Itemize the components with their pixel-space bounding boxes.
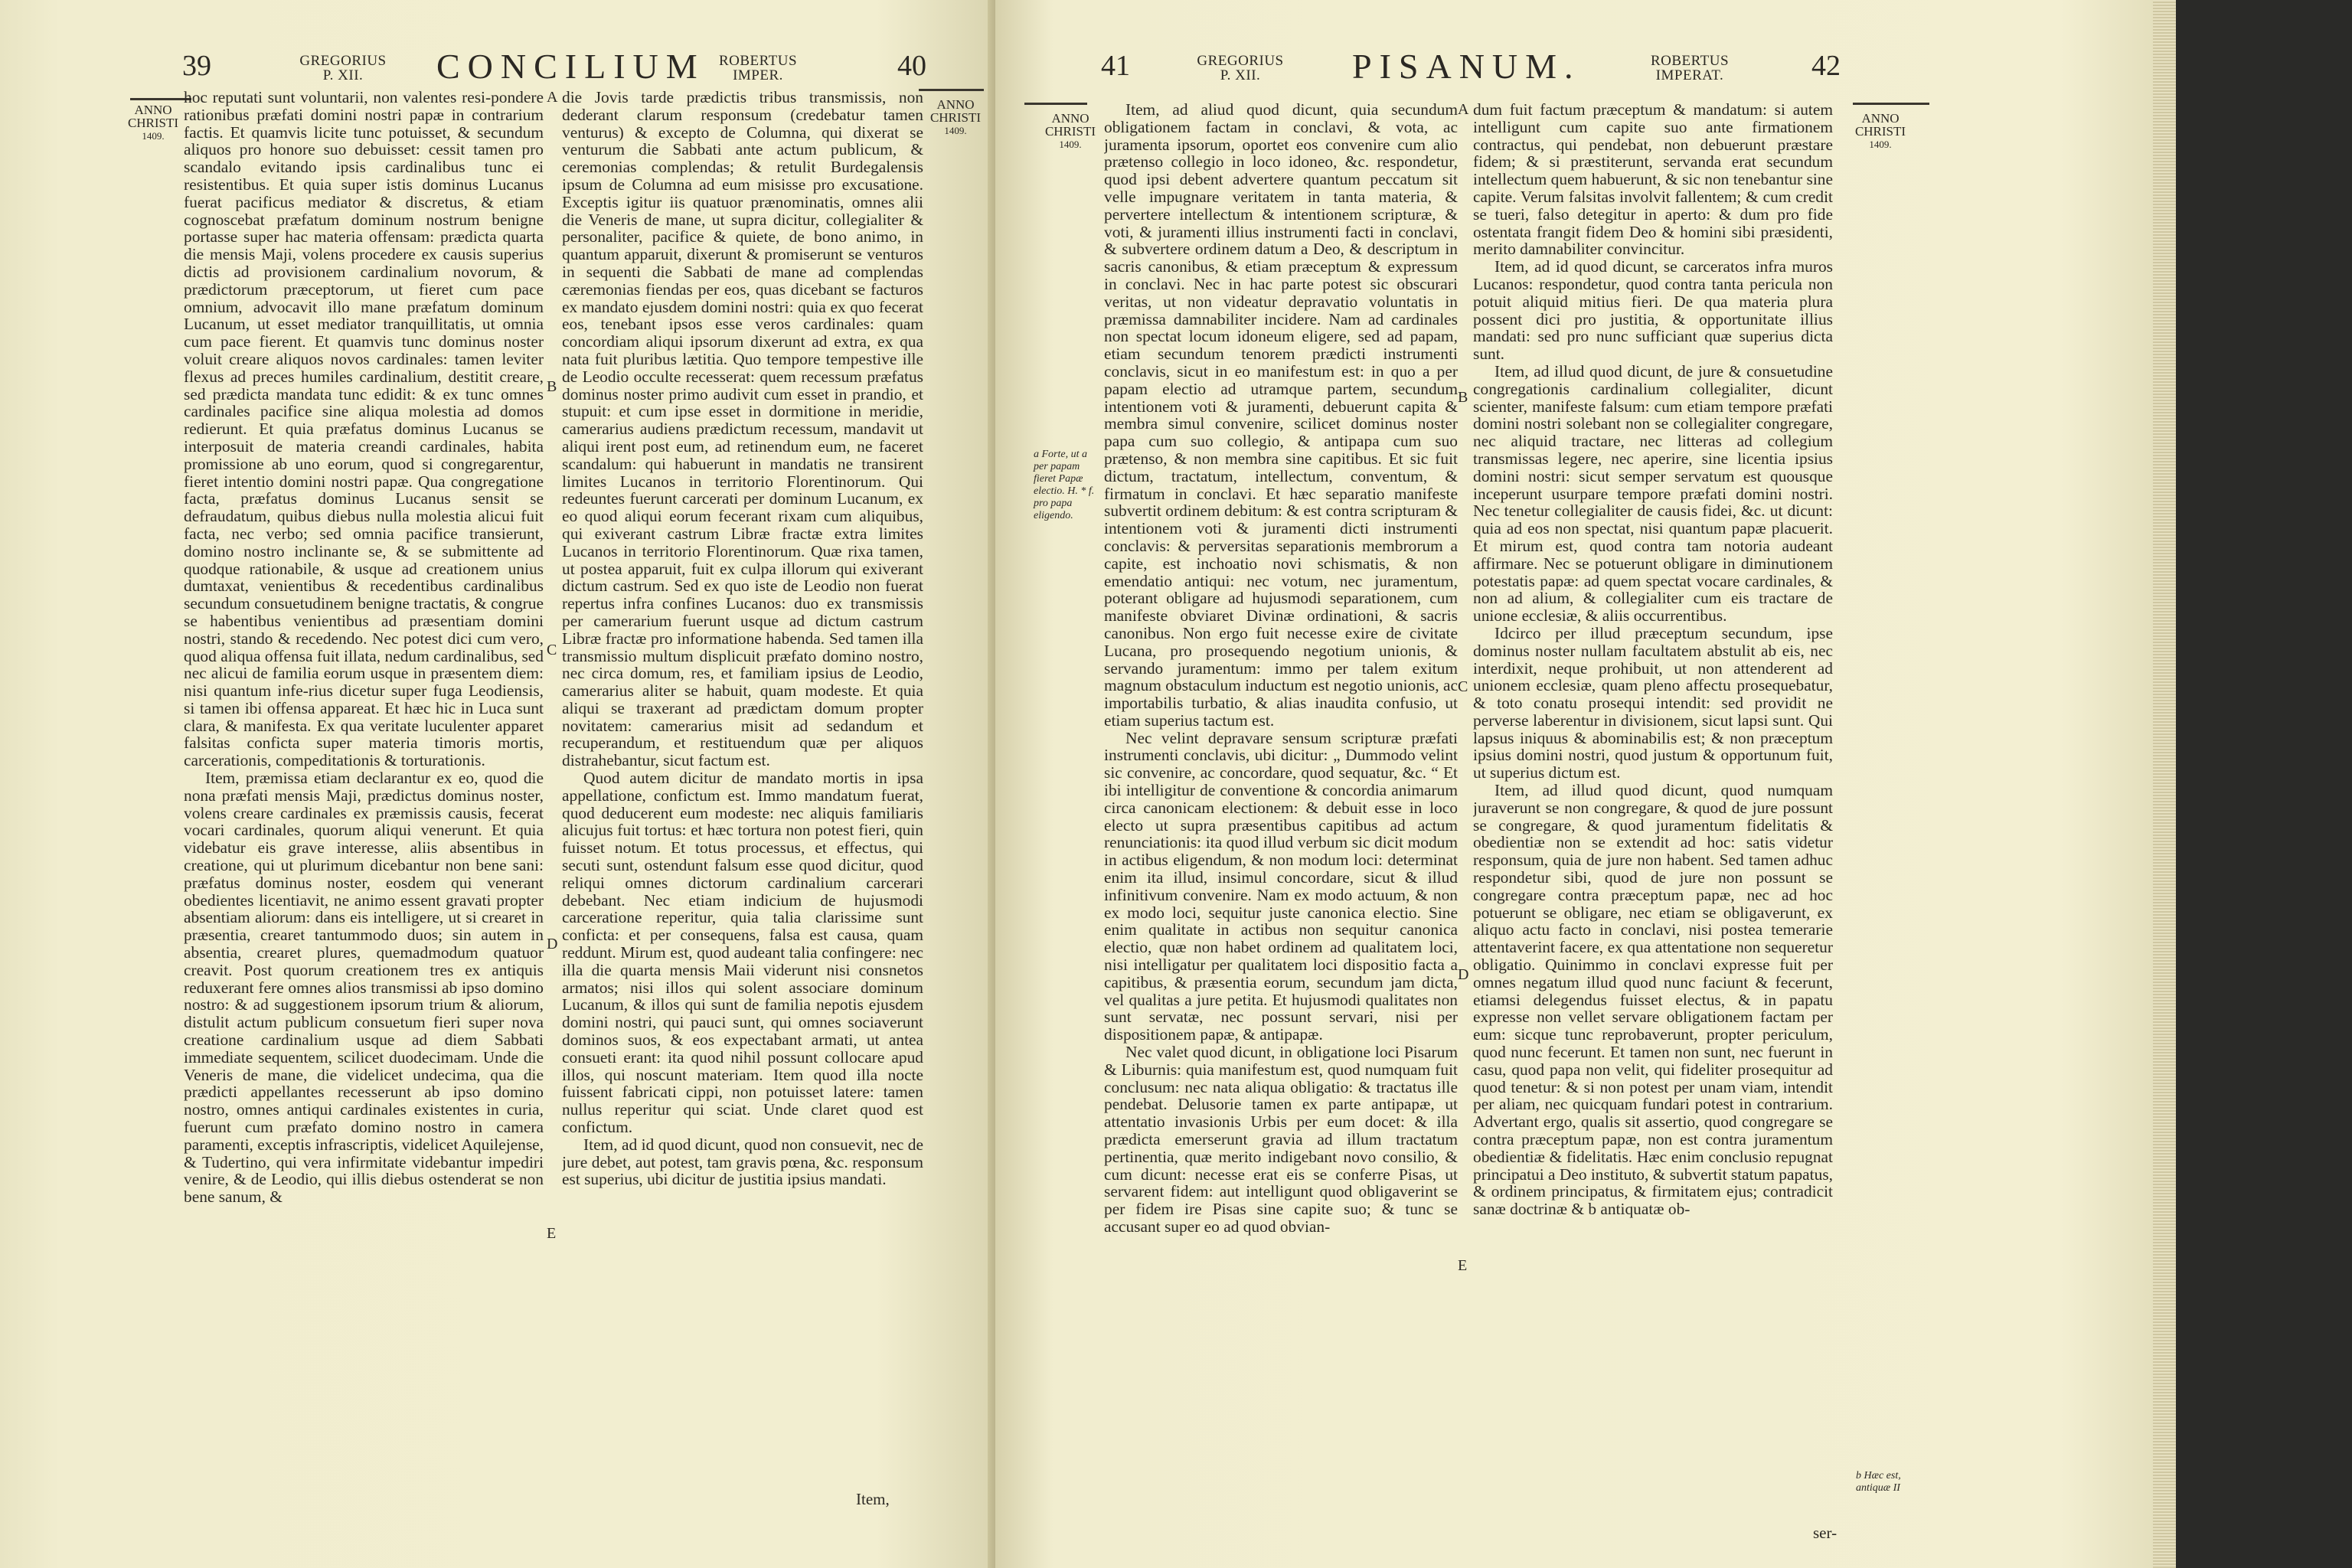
emperor-sub: IMPER. bbox=[733, 67, 783, 83]
anno-label: ANNO bbox=[134, 103, 172, 117]
footnote: b Hæc est, antiquæ II bbox=[1856, 1470, 1901, 1494]
emperor-heading bbox=[712, 54, 804, 83]
catchword: ser- bbox=[1813, 1524, 1838, 1542]
pope-label: GREGORIUS bbox=[299, 53, 387, 69]
section-letter: C bbox=[1458, 678, 1468, 695]
year-label: 1409. bbox=[1869, 139, 1892, 150]
year-label: 1409. bbox=[1059, 139, 1082, 150]
running-title: CONCILIUM bbox=[436, 47, 705, 86]
background-surface bbox=[2176, 0, 2352, 1568]
section-letter: C bbox=[547, 642, 557, 658]
section-letter: B bbox=[547, 378, 557, 395]
section-letter: D bbox=[547, 936, 558, 952]
right-page bbox=[995, 0, 2153, 1568]
emperor-label: ROBERTUS bbox=[1650, 53, 1730, 69]
emperor-sub: IMPERAT. bbox=[1655, 67, 1724, 83]
christi-label: CHRISTI bbox=[127, 116, 179, 130]
page-number: 39 bbox=[182, 50, 211, 82]
christi-label: CHRISTI bbox=[1854, 124, 1906, 139]
page-number: 42 bbox=[1811, 50, 1841, 82]
catchword: Item, bbox=[856, 1490, 890, 1508]
rule-dash bbox=[1024, 103, 1087, 105]
page-edges bbox=[2153, 0, 2176, 1568]
rule-dash bbox=[1853, 103, 1929, 105]
year-label: 1409. bbox=[944, 125, 967, 136]
paragraph: Item, ad illud quod dicunt, de jure & consuetudine congregationis cardinalium collegialiter, dicunt scienter, manifeste falsum: cum etiam tempore præfati domini nostri solebant non se collegialiter congregare, nec aliquid tractare, nec litteras ad collegium transmissas legere, nec aperire, sine licentia ipsius domini nostri: sicut semper servatum est quousque inceperunt usurpare tempore præfati domini nostri. Nec tenetur collegialiter de causis fidei, &c. ut dicunt: quia ad eos non spectat, nisi quantum papæ placuerit. Et mirum est, quod contra tam notoria audeant affirmare. Nec se potuerunt obligare in diminutionem potestatis papæ: ad quem spectat vocare cardinales, & non ad alium, & collegialiter cum eis tractare de unione ecclesiæ, & aliis occurrentibus. bbox=[1473, 361, 1833, 626]
running-title: PISANUM. bbox=[1352, 47, 1581, 86]
margin-year-note bbox=[1850, 112, 1911, 151]
paragraph: Nec velint depravare sensum scripturæ præfati instrumenti conclavis, ubi dicitur: „ Dummodo velint sic convenire, ac concordare, quod sequatur, &c. “ Et ibi intelligitur de conventione & concordia animarum circa canonicam electionem: & debuit esse in loco electo ut supra præsentibus capitibus ad actum renunciationis: ita quod illud verbum sic dicit modum in actibus eligendum, & non modum loci: determinat enim ita illud, insimul concordare, sicut & illud infinitivum convenire. Nam ex modo actuum, & non ex modo loci, sequitur juste canonica electio. Sine enim qualitate in actibus non sequitur canonica electio, quæ non habet ordinem ad qualitatem loci, nisi intelligatur per qualitatem loci dispositio facta a capitibus, & præsentia eorum, secundum jam dicta, vel qualitas a jure petita. Et hujusmodi qualitates non sunt servatæ, nec possunt servari, nisi per dispositionem papæ, & antipapæ. bbox=[1104, 728, 1458, 1044]
year-label: 1409. bbox=[142, 130, 165, 142]
paragraph: Quod autem dicitur de mandato mortis in ipsa appellatione, confictum est. Immo mandatum fuerat, quod deducerent eum modeste: nec aliquis familiaris alicujus fuit tortus: et hæc tortura non potest fieri, quin fuisset notum. Et totus processus, et effectus, qui secuti sunt, ostendunt falsum esse quod dicitur, quod reliqui omnes dictorum cardinalium carcerari debebant. Nec etiam indicium de hujusmodi carceratione reperitur, quia talia clarissime sunt conficta: et per consequens, falsa est causa, quam reddunt. Mirum est, quod audeant talia confingere: nec illa die quarta mensis Maii viderunt nisi consnetos armatos; nisi illos qui solent associare dominum Lucanum, & illos qui sunt de familia nepotis ejusdem domini nostri, qui pauci sunt, qui omnes sociaverunt dominos suos, & eos expectabant armati, ut antea consueti erant: ita quod nihil possunt collocare apud illos, qui noscunt materiam. Item quod illa nocte fuissent fabricati cippi, non potuisset latere: tamen nullus reperitur qui sciat. Unde claret quod est confictum. bbox=[562, 769, 923, 1137]
section-letter: D bbox=[1458, 966, 1469, 983]
anno-label: ANNO bbox=[1051, 111, 1089, 126]
text-column-1 bbox=[1104, 101, 1458, 1510]
pope-label: GREGORIUS bbox=[1197, 53, 1284, 69]
running-head-right bbox=[995, 49, 2153, 103]
pope-heading bbox=[289, 54, 397, 83]
rule-dash bbox=[919, 89, 984, 91]
side-note: a Forte, ut a per papam fieret Papæ electio. H. * f. pro papa eligendo. bbox=[1034, 449, 1095, 521]
margin-year-note bbox=[122, 103, 184, 142]
rule-dash bbox=[130, 98, 191, 100]
pope-sub: P. XII. bbox=[322, 67, 364, 83]
page-number: 40 bbox=[897, 50, 926, 82]
page-number: 41 bbox=[1101, 50, 1130, 82]
anno-label: ANNO bbox=[1861, 111, 1900, 126]
paragraph: Nec valet quod dicunt, in obligatione loci Pisarum & Liburnis: quia manifestum est, quod numquam fuit conclusum: nec nata aliqua obligatio: & tractatus ille pendebat. Delusorie tamen ex parte antipapæ, ut attentatio invasionis Urbis per eum docet: & illa prædicta emerserunt gravia ad illum tractatum pertinentia, quæ merito indigebant novo consilio, & cum dicunt: necesse erat eis se conferre Pisas, ut servarent fidem: aut intelligunt quod obligaverint se per fidem ire Pisas sine capite suo; & tunc se accusant super eo ad quod obvian- bbox=[1104, 1043, 1458, 1236]
paragraph: Item, ad aliud quod dicunt, quia secundum obligationem factam in conclavi, & vota, ac juramenta ipsorum, oportet eos convenire cum alio prætenso collegio in loco idoneo, &c. respondetur, quod ipsi debent advertere quantum peccatum sit velle impugnare veritatem in tanta materia, & pervertere intellectum & intentionem scripturæ, & voti, & juramenti illius instrumenti facti in conclavi, & subvertere ordinem datum a Deo, & descriptum in sacris canonibus, & etiam præceptum & expressum in conclavi. Nec in hac parte potest sic obscurari veritas, ut non videatur depravatio voluntatis in præmissa damnabiliter incidere. Nam ad cardinales non spectat locum idoneum eligere, sed ad papam, etiam secundum tenorem prædicti instrumenti conclavis, sicut in eo manifestum est: in quo a per papam electio ad utramque partem, secundum intentionem voti & juramenti, debuerunt capita & membra simul convenire, scilicet dominus noster papa cum suo collegio, & antipapa cum suo prætenso, & non membra sine capitibus. Et sic fuit dictum, tractatum, intellectum, conventum, & firmatum in conclavi. Et hæc separatio manifeste subvertit ordinem debitum: & est contra scripturam & intentionem voti & juramenti dicti instrumenti conclavis: & perversitas separationis membrorum a capite, est inchoatio novi schismatis, & non emendatio antiqui: nec votum, nec juramentum, poterant obligare ad hujusmodi separationem, cum manifeste obviaret Divinæ ordinationi, & sacris canonibus. Non ergo fuit necesse exire de civitate Lucana, pro prosequendo negotium unionis, & servando juramentum: immo per talem exitum magnum obstaculum inductum est negotio unionis, ac importabilis turbatio, & alias inaudita confusio, ut etiam superius tactum est. bbox=[1104, 101, 1458, 730]
text-column-2 bbox=[1473, 101, 1833, 1510]
section-letter: E bbox=[1458, 1257, 1468, 1274]
emperor-heading bbox=[1640, 54, 1740, 83]
left-page bbox=[0, 0, 995, 1568]
paragraph: Item, ad id quod dicunt, quod non consuevit, nec de jure debet, aut potest, tam gravis pœna, &c. responsum est superius, ubi dicitur de justitia ipsius mandati. bbox=[562, 1135, 923, 1189]
paragraph: die Jovis tarde prædictis tribus transmissis, non dederant clarum responsum (credebatur tamen venturus) & excepto de Columna, qui dixerat se venturum die Sabbati ante actum publicum, & ceremonias complendas; & retulit Burdegalensis ipsum de Columna ad eum misisse pro excusatione. Exceptis igitur iis quatuor prænominatis, omnes alii die Veneris de mane, ut supra dicitur, collegialiter & personaliter, pacifice & quiete, de bono animo, in quantum apparuit, dixerunt & promiserunt se venturos in sequenti die Sabbati de mane ad complendas cæremonias fiendas per eos, quas dicebant se facturos ex mandato ejusdem domini nostri: quia ex quo fecerat eos, tenebant ipsos esse veros cardinales: quam concordiam aliqui ipsorum dixerunt ad extra, ex qua nata fuit pluribus lætitia. Quo tempore tempestive ille de Leodio occulte recesserat: quem recessum præfatus dominus noster primo audivit cum esset in prandio, et stupuit: et cum ipse esset in dormitione in meridie, camerarius audiens prædictum recessum, mandavit ut aliqui irent post eum, ad retinendum eum, ne faceret scandalum: qui habuerunt in mandatis ne transirent limites Lucanos in territorio Florentinorum. Qui redeuntes fuerunt carcerati per dominum Lucanum, ex eo quod aliqui eorum fecerant rixam cum aliquibus, qui exiverant castrum Libræ fractæ extra limites Lucanos in territorio Florentinorum. Quæ rixa tamen, ut postea apparuit, fuit ex culpa illorum qui exiverant dictum castrum. Sed ex quo iste de Leodio non fuerat repertus infra confines Lucanos: duo ex transmissis per camerarium fuerunt usque ad dictum castrum Libræ fractæ pro informatione habenda. Sed tamen illa transmissio multum displicuit præfato domino nostro, nec circa domum, res, et familiam ipsius de Leodio, camerarius aliter se habuit, quam modeste. Et quia aliqui se traxerant ad prædictam domum propter novitatem: camerarius misit ad sedandum et recuperandum, et restituendum quæ per aliquos distrahebantur, sicut factum est. bbox=[562, 89, 923, 770]
paragraph: dum fuit factum præceptum & mandatum: si autem intelligunt cum capite suo ante firmationem contractus, qui pendebat, non debuerunt præstare fidem; & si præstiterunt, servanda erat secundum intellectum quem habuerunt, & sic non tenebantur sine capite. Verum falsitas involvit fallentem; & cum credit se tueri, falso detegitur in aperto: & dum pro fide ostentata frangit fidem Deo & homini sibi præsidenti, merito damnabiliter convincitur. bbox=[1473, 101, 1833, 259]
section-letter: B bbox=[1458, 389, 1468, 406]
section-letter: A bbox=[547, 89, 558, 106]
christi-label: CHRISTI bbox=[1044, 124, 1096, 139]
section-letter: A bbox=[1458, 101, 1469, 118]
anno-label: ANNO bbox=[936, 97, 975, 112]
paragraph: Item, ad id quod dicunt, se carceratos infra muros Lucanos: respondetur, quod contra tanta pericula non potuit aliquid mitius fieri. De qua materia plura possent dici pro justitia, & opportunitate illius mandati: sed pro nunc sufficiant quæ superius dicta sunt. bbox=[1473, 257, 1833, 364]
paragraph: hoc reputati sunt voluntarii, non valentes resi-pondere rationibus præfati domini nostri papæ in contrarium factis. Et quamvis licite tunc potuisset, & secundum aliquos pro honore suo debuisset: cessit tamen pro scandalo evitando ipsis cardinalibus tunc ei resistentibus. Et quia super istis dominus Lucanus fuerat pacificus mediator & discretus, & etiam cognoscebat præfatum dominum nostrum benigne portasse super hac materia offensam: prædicta quarta die mensis Maji, volens procedere ex causis superius dictis ad provisionem cardinalium novorum, & prædictorum præceptorum, ut fieret cum pace omnium, advocavit illo mane præfatum dominum Lucanum, ut esset mediator tranquillitatis, ut omnia cum pace fierent. Et quamvis tunc dominus noster voluit creare aliquos novos cardinales: tamen leviter flexus ad preces humiles cardinalium, destitit creare, sed prædicta mandata tunc edidit: & ex tunc omnes cardinales pacifice sine aliqua molestia ad domos redierunt. Et quia præfatus dominus Lucanus se interposuit de materia creandi cardinales, habita promissione ab uno eorum, quod si congregarentur, fieret intentio domini nostri papæ. Qua congregatione facta, præfatus dominus Lucanus sensit se defraudatum, quibus diebus nulla molestia alicui fuit facta, nec verbo; sed omnia pacifice transierunt, domino nostro inclinante se, & se submittente ad quodque rationabile, & usque ad creationem unius dumtaxat, venientibus & recedentibus cardinalibus secundum consuetudinem benigne tractatis, & congrue se habentibus venientibus ad præsentiam domini nostri, stando & recedendo. Nec potest dici cum vero, quod aliqua offensa fuit illata, nedum cardinalibus, sed nec alicui de familia eorum usque in præsentem diem: nisi quantum infe-rius dicetur super fuga Leodiensis, si tamen ibi offensa appareat. Et hæc hic in Luca sunt clara, & manifesta. Ex qua veritate luculenter apparet falsitas conficta super materia timoris mortis, carcerationis, compeditationis & torturationis. bbox=[184, 89, 544, 770]
paragraph: Item, præmissa etiam declarantur ex eo, quod die nona præfati mensis Maji, prædictus dominus noster, volens creare cardinales ex præmissis causis, fecerat vocari cardinales, quorum aliqui venerunt. Et quia videbatur eis grave interesse, aliis absentibus in creatione, qui ut plurimum dicebantur non bene sani: præfatus dominus noster, eosdem qui venerant obedientes licentiavit, ne animo essent gravati propter absentiam aliorum: dans eis intelligere, ut si crearet in præsentia, crearet tantummodo duos; sin autem in absentia, crearet plures, quemadmodum quatuor creavit. Post quorum creationem tres ex antiquis reduxerant fere omnes alios transmissi ab ipso domino nostro: & ad suggestionem ipsorum trium & aliorum, distulit actum publicum consuetum fieri super nova creatione cardinalium usque ad diem Sabbati immediate sequentem, scilicet duodecimam. Unde die Veneris de mane, die videlicet undecima, qua die prædicti appellantes recesserunt ab ipso domino nostro, omnes antiqui cardinales existentes in curia, fuerunt cum præfato domino nostro in camera paramenti, exceptis infrascriptis, videlicet Aquilejense, & Tudertino, qui vera infirmitate videbantur impediri venire, & de Leodio, qui illis diebus ostenderat se non bene sanum, & bbox=[184, 769, 544, 1207]
margin-year-note bbox=[1040, 112, 1101, 151]
text-column-2 bbox=[562, 89, 923, 1490]
paragraph: Idcirco per illud præceptum secundum, ipse dominus noster nullam facultatem abstulit ab eis, nec interdixit, neque prohibuit, ut non attenderent ad unionem ecclesiæ, quam pleno affectu prosequebatur, & toto conatu prosequi intendit: sed providit ne perverse laberentur in divisionem, sicut lapsi sunt. Qui lapsus iniquus & abominabilis est; & non præceptum ipsius domini nostri, quod justum & opportunum fuit, ut superius dictum est. bbox=[1473, 623, 1833, 782]
emperor-label: ROBERTUS bbox=[718, 53, 798, 69]
pope-sub: P. XII. bbox=[1220, 67, 1261, 83]
paragraph: Item, ad illud quod dicunt, quod numquam juraverunt se non congregare, & quod de jure possunt se congregare, & quod juramentum fidelitatis & obedientiæ non se extendit ad hoc: satis videtur responsum, quia de jure non habent. Sed tamen adhuc respondetur sibi, quod de jure non possunt se congregare contra præceptum papæ, nec ad hoc potuerunt se obligare, nec etiam se obligaverunt, ex aliquo actu facto in conclavi, nisi postea temerarie attentaverint facere, ex qua attentatione non sequeretur obligatio. Quinimmo in conclavi expresse fuit per omnes negatum illud quod nunc faciunt & fecerunt, etiamsi delegendus fuisset electus, & in papatu expresse non vellet servare obligationem factam per eum: sicque tunc reprobaverunt, propter periculum, quod nunc fecerunt. Et tamen non sunt, nec fuerunt in casu, quod papa non velit, qui fideliter prosequitur ad quod tenetur: & si non potest per unam viam, intendit per aliam, nec quicquam fundari potest in contrarium. Advertant ergo, qualis sit assertio, quod congregare se contra præceptum papæ, non est contra juramentum obedientiæ & fidelitatis. Hæc enim conclusio repugnat principatui a Deo instituto, & subvertit statum papatus, & ordinem principatus, & firmitatem ejus; contradicit sanæ doctrinæ & b antiquatæ ob- bbox=[1473, 781, 1833, 1219]
pope-heading bbox=[1187, 54, 1294, 83]
section-letter: E bbox=[547, 1225, 557, 1242]
margin-year-note bbox=[925, 98, 986, 137]
text-column-1 bbox=[184, 89, 544, 1513]
christi-label: CHRISTI bbox=[929, 110, 982, 125]
